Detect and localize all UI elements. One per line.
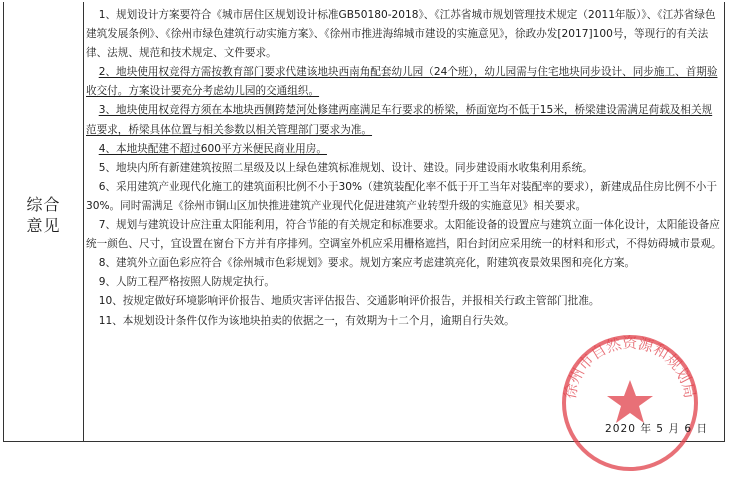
column-divider xyxy=(83,2,84,441)
opinion-item-9: 9、人防工程严格按照人防规定执行。 xyxy=(98,276,275,289)
official-seal xyxy=(555,328,705,478)
seal-star-icon xyxy=(607,380,653,423)
section-label-line-2: 意见 xyxy=(26,216,61,235)
opinion-item-10: 10、按规定做好环境影响评价报告、地质灾害评估报告、交通影响评价报告，并报相关行政主管部门批准。 xyxy=(98,295,600,308)
opinion-item-4: 4、本地块配建不超过600平方米便民商业用房。 xyxy=(98,142,327,155)
opinion-item-2: 2、地块使用权竞得方需按教育部门要求代建该地块西南角配套幼儿园（24个班），幼儿园需与住宅地块同步设计、同步施工、首期验收交付。方案设计要充分考虑幼儿园的交通组织。 xyxy=(86,66,718,98)
opinion-item-5: 5、地块内所有新建建筑按照二星级及以上绿色建筑标准规划、设计、建设。同步建设雨水收集利用系统。 xyxy=(98,161,593,174)
opinion-item-3: 3、地块使用权竞得方须在本地块西侧跨楚河处修建两座满足车行要求的桥梁，桥面宽均不低于15米，桥梁建设需满足荷载及相关规范要求，桥梁具体位置与相关参数以相关管理部门要求为准。 xyxy=(86,104,713,136)
opinion-item-7: 7、规划与建筑设计应注重太阳能利用，符合节能的有关规定和标准要求。太阳能设备的设置应与建筑立面一体化设计，太阳能设备应统一颜色、尺寸，宜设置在窗台下方并有序排列。空调室外机应采用栅格遮挡，阳台封闭应采用统一的材料和形式，不得妨碍城市景观。 xyxy=(86,219,722,251)
document-date: 2020 年 5 月 6 日 xyxy=(605,423,709,435)
section-label xyxy=(4,194,83,236)
opinion-item-1: 1、规划设计方案要符合《城市居住区规划设计标准GB50180-2018》、《江苏省城市规划管理技术规定（2011年版）》、《江苏省绿色建筑发展条例》、《徐州市绿色建筑行动实施方案》、《徐州市推进海绵城市建设的实施意见》，徐政办发[2017]100号，等现行的有关法律、法规、规范和技术规定、文件要求。 xyxy=(86,9,716,60)
opinion-item-8: 8、建筑外立面色彩应符合《徐州城市色彩规划》要求。规划方案应考虑建筑亮化，附建筑夜景效果图和亮化方案。 xyxy=(98,257,636,270)
section-label-line-1: 综合 xyxy=(26,195,61,214)
seal-text: 徐州市自然资源和规划局 xyxy=(560,333,700,401)
opinion-item-11: 11、本规划设计条件仅作为该地块拍卖的依据之一，有效期为十二个月，逾期自行失效。 xyxy=(98,314,515,327)
opinion-content xyxy=(86,6,722,331)
opinion-item-6: 6、采用建筑产业现代化施工的建筑面积比例不小于30%（建筑装配化率不低于开工当年对装配率的要求），新建成品住房比例不小于30%。同时需满足《徐州市铜山区加快推进建筑产业现代化促进建筑产业转型升级的实施意见》相关要求。 xyxy=(86,180,717,212)
